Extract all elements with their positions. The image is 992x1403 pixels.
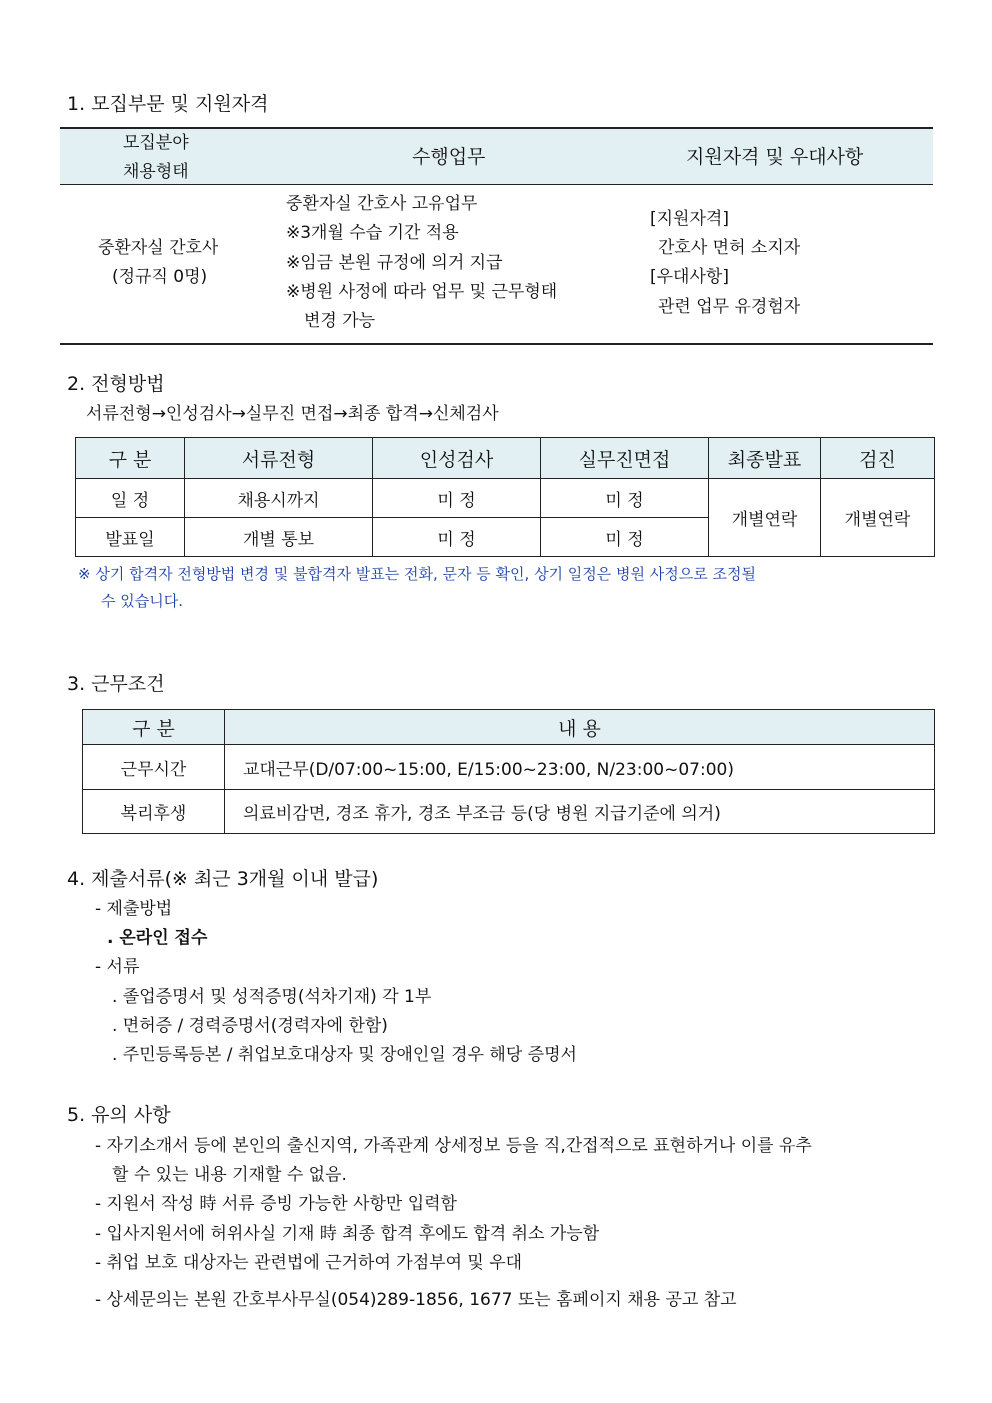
recruitment-table: [60, 127, 933, 345]
announce-interview: 미 정: [541, 518, 709, 557]
selection-table: [75, 437, 935, 557]
submission-method-value: . 온라인 접수: [107, 928, 208, 948]
col-header-category: 구 분: [83, 710, 225, 745]
header-field-line2: 채용형태: [123, 162, 189, 182]
submission-method-label: - 제출방법: [95, 899, 173, 919]
header-duties: 수행업무: [412, 146, 486, 168]
notice-item-1-cont: 할 수 있는 내용 기재할 수 없음.: [112, 1165, 347, 1185]
working-conditions-table: [82, 709, 935, 834]
header-field-line1: 모집분야: [123, 133, 189, 153]
schedule-interview: 미 정: [541, 479, 709, 518]
row-field-line1: 중환자실 간호사: [98, 238, 219, 258]
row-label-schedule: 일 정: [76, 479, 185, 518]
document-item-2: . 면허증 / 경력증명서(경력자에 한함): [112, 1016, 388, 1036]
working-hours: 교대근무(D/07:00~15:00, E/15:00~23:00, N/23:00~07:00): [225, 745, 935, 790]
announce-personality: 미 정: [373, 518, 541, 557]
col-header-final: 최종발표: [709, 438, 821, 479]
section-1-title: 1. 모집부문 및 지원자격: [67, 93, 269, 115]
duty-line-3: ※임금 본원 규정에 의거 지급: [286, 253, 503, 273]
selection-note-line1: ※ 상기 합격자 전형방법 변경 및 불합격자 발표는 전화, 문자 등 확인, 상기 일정은 병원 사정으로 조정될: [78, 565, 756, 583]
duty-line-1: 중환자실 간호사 고유업무: [286, 194, 478, 214]
notice-item-5: - 상세문의는 본원 간호부사무실(054)289-1856, 1677 또는 홈페이지 채용 공고 참고: [95, 1290, 737, 1310]
duty-line-4: ※병원 사정에 따라 업무 및 근무형태: [286, 282, 558, 302]
col-header-content: 내 용: [225, 710, 935, 745]
header-qualifications: 지원자격 및 우대사항: [686, 146, 864, 168]
selection-flow: 서류전형→인성검사→실무진 면접→최종 합격→신체검사: [86, 404, 499, 424]
duty-line-5: 변경 가능: [304, 311, 376, 331]
table-row: [76, 479, 935, 518]
section-4-title: 4. 제출서류(※ 최근 3개월 이내 발급): [67, 868, 379, 890]
col-header-checkup: 검진: [821, 438, 935, 479]
notice-item-2: - 지원서 작성 時 서류 증빙 가능한 사항만 입력함: [95, 1194, 457, 1214]
col-header-category: 구 분: [76, 438, 185, 479]
row-label-hours: 근무시간: [83, 745, 225, 790]
col-header-personality: 인성검사: [373, 438, 541, 479]
table-row: [83, 790, 935, 834]
qual-line-4: 관련 업무 유경험자: [658, 297, 801, 317]
notice-item-1: - 자기소개서 등에 본인의 출신지역, 가족관계 상세정보 등을 직,간접적으로 표현하거나 이를 유추: [95, 1136, 812, 1156]
row-label-welfare: 복리후생: [83, 790, 225, 834]
welfare-benefits: 의료비감면, 경조 휴가, 경조 부조금 등(당 병원 지급기준에 의거): [225, 790, 935, 834]
notice-item-3: - 입사지원서에 허위사실 기재 時 최종 합격 후에도 합격 취소 가능함: [95, 1224, 600, 1244]
section-2-title: 2. 전형방법: [67, 373, 165, 395]
section-5-title: 5. 유의 사항: [67, 1104, 171, 1126]
schedule-personality: 미 정: [373, 479, 541, 518]
selection-note-line2: 수 있습니다.: [101, 592, 183, 610]
notice-item-4: - 취업 보호 대상자는 관련법에 근거하여 가점부여 및 우대: [95, 1253, 523, 1273]
col-header-interview: 실무진면접: [541, 438, 709, 479]
checkup-announcement: 개별연락: [821, 479, 935, 557]
section-3-title: 3. 근무조건: [67, 673, 165, 695]
qual-line-1: [지원자격]: [650, 209, 729, 229]
table-row: [83, 745, 935, 790]
col-header-documents: 서류전형: [185, 438, 373, 479]
row-field-line2: (정규직 0명): [112, 267, 208, 287]
qual-line-2: 간호사 면허 소지자: [658, 238, 801, 258]
schedule-documents: 채용시까지: [185, 479, 373, 518]
announce-documents: 개별 통보: [185, 518, 373, 557]
documents-label: - 서류: [95, 957, 140, 977]
final-announcement: 개별연락: [709, 479, 821, 557]
qual-line-3: [우대사항]: [650, 267, 729, 287]
document-item-3: . 주민등록등본 / 취업보호대상자 및 장애인일 경우 해당 증명서: [112, 1045, 577, 1065]
document-item-1: . 졸업증명서 및 성적증명(석차기재) 각 1부: [112, 987, 432, 1007]
row-label-announcement: 발표일: [76, 518, 185, 557]
duty-line-2: ※3개월 수습 기간 적용: [286, 223, 459, 243]
